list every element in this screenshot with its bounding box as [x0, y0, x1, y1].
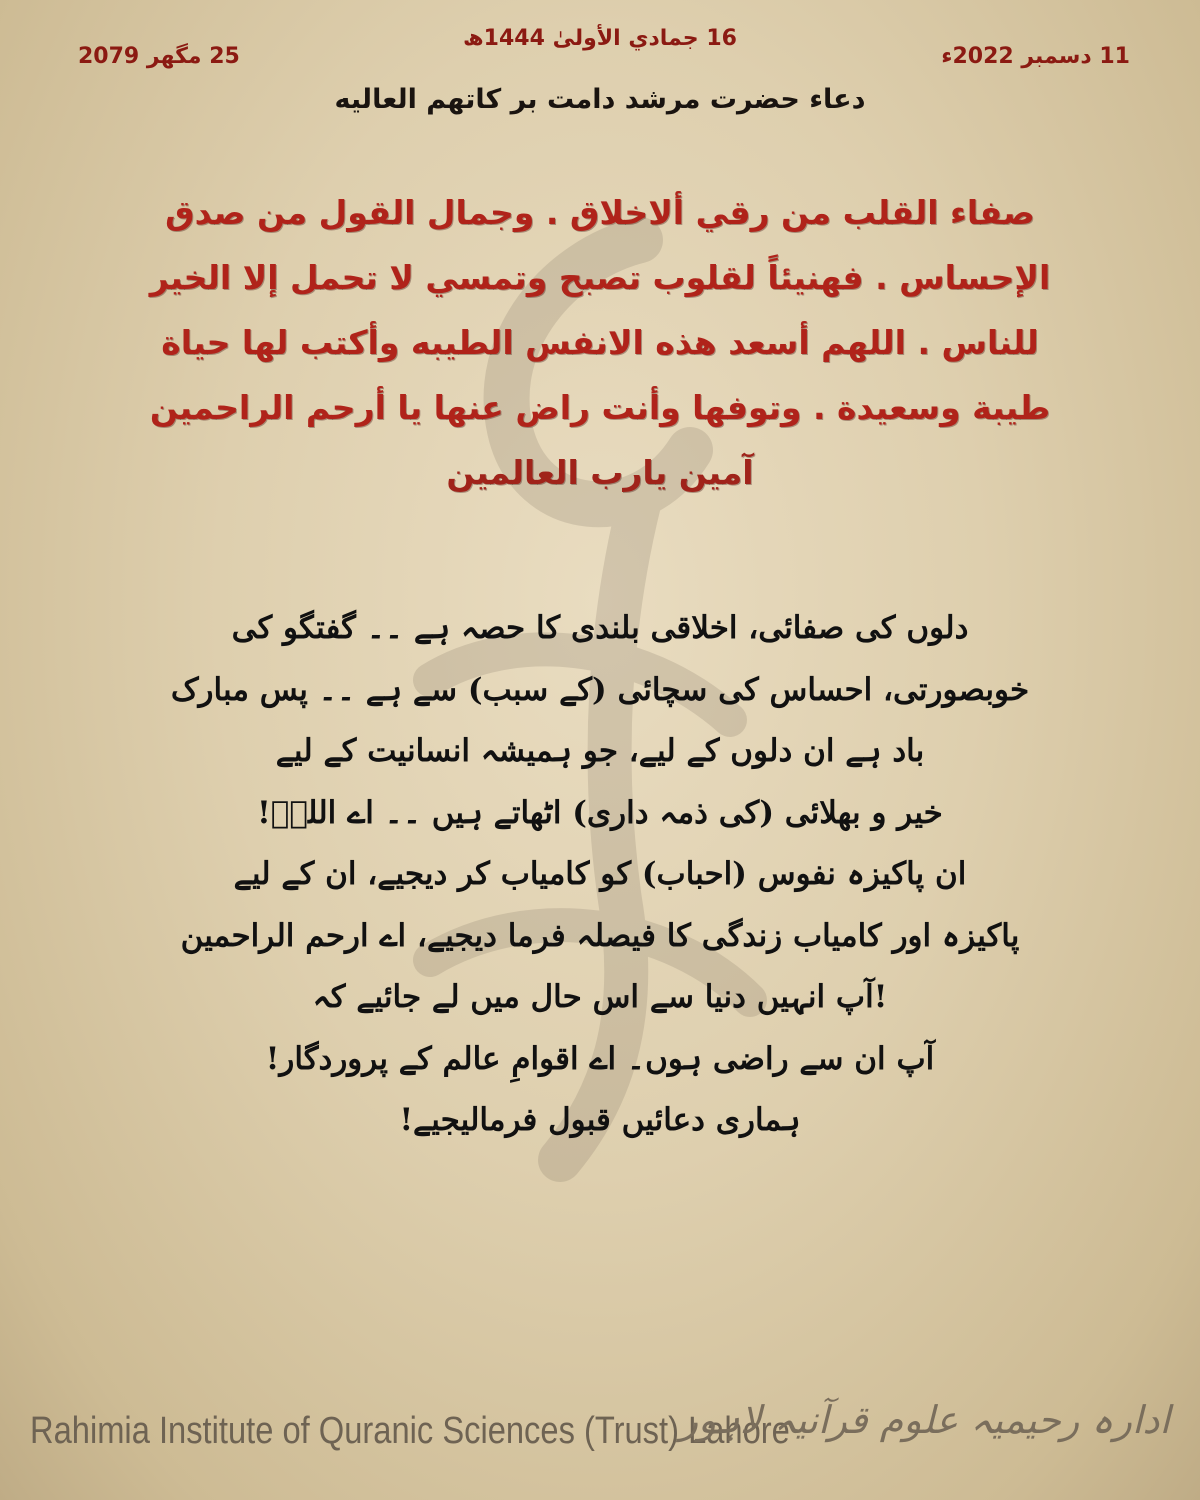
arabic-line: صفاء القلب من رقي ألاخلاق . وجمال القول من صدق [165, 193, 1035, 232]
urdu-line: خوبصورتی، احساس کی سچائی (کے سبب) سے ہے ۔۔ پس مبارک [170, 671, 1030, 708]
urdu-line: ان پاکیزہ نفوس (احباب) کو کامیاب کر دیجیے، ان کے لیے [233, 856, 967, 892]
urdu-line: ہماری دعائیں قبول فرمالیجیے! [399, 1102, 801, 1138]
arabic-prayer [130, 180, 1070, 505]
arabic-line: الإحساس . فهنيئاً لقلوب تصبح وتمسي لا تحمل إلا الخير [149, 258, 1051, 297]
bikrami-date: 25 مگھر 2079 [78, 44, 240, 69]
prayer-heading: دعاء حضرت مرشد دامت بر کاتھم العالیه [334, 84, 866, 115]
arabic-line: طيبة وسعيدة . وتوفها وأنت راض عنها يا أرحم الراحمين [149, 388, 1051, 427]
urdu-line: باد ہے ان دلوں کے لیے، جو ہمیشہ انسانیت کے لیے [275, 733, 925, 769]
urdu-line: !آپ انہیں دنیا سے اس حال میں لے جائیے کہ [312, 979, 888, 1015]
urdu-line: خیر و بھلائی (کی ذمہ داری) اٹھاتے ہیں ۔۔ اے اللہؐ! [257, 794, 943, 831]
gregorian-date: 11 دسمبر 2022ء [941, 44, 1130, 69]
urdu-translation [150, 598, 1050, 1152]
urdu-line: دلوں کی صفائی، اخلاقی بلندی کا حصہ ہے ۔۔ گفتگو کی [231, 610, 969, 646]
arabic-line: للناس . اللهم أسعد هذه الانفس الطيبه وأكتب لها حياة [161, 323, 1039, 362]
urdu-line: پاکیزہ اور کامیاب زندگی کا فیصلہ فرما دیجیے، اے ارحم الراحمین [180, 917, 1020, 954]
hijri-date: 16 جمادي الأولیٰ 1444ھ [463, 26, 737, 51]
arabic-amen-line: آمين يارب العالمين [446, 453, 754, 492]
institute-name: Rahimia Institute of Quranic Sciences (Trust) Lahore [30, 1410, 790, 1452]
urdu-line: آپ ان سے راضی ہوں۔ اے اقوامِ عالم کے پروردگار! [265, 1040, 935, 1077]
institute-logo: ادارہ رحیمیہ علوم قرآنیہ لاہور [679, 1398, 1170, 1442]
